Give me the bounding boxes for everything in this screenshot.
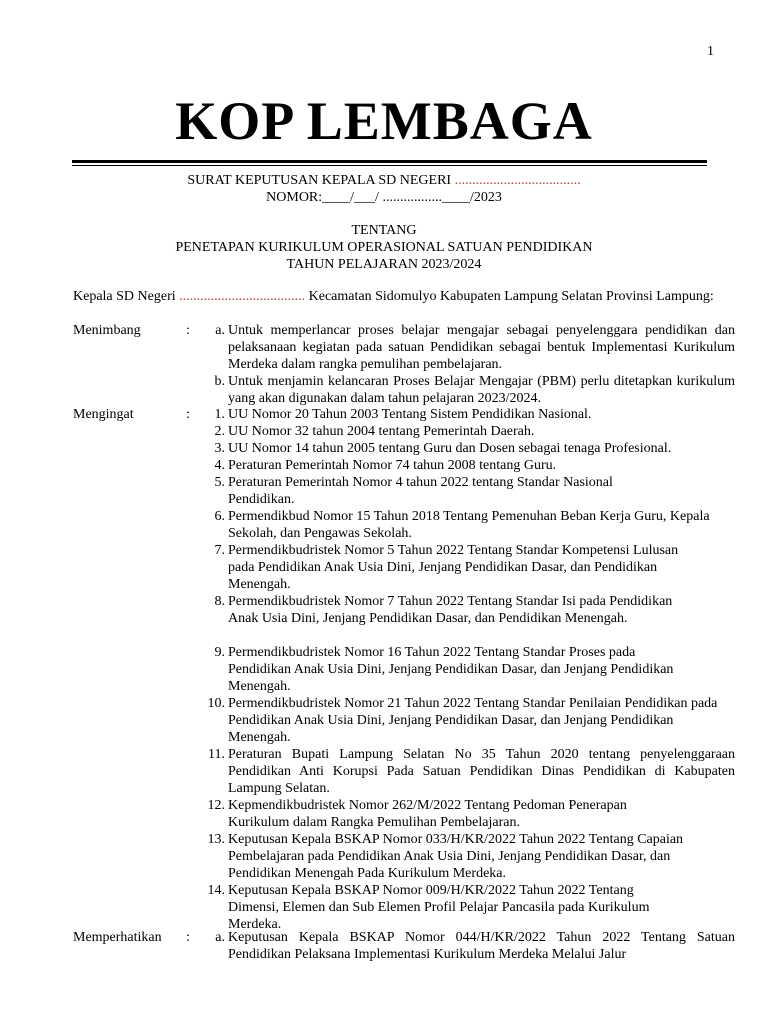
list-text: Permendikbudristek Nomor 21 Tahun 2022 Tentang Standar Penilaian Pendidikan pada Pendidikan Anak Usia Dini, Jenjang Pendidikan Dasar, dan Jenjang Pendidikan Menengah. [228, 696, 718, 745]
list-text: Keputusan Kepala BSKAP Nomor 044/H/KR/2022 Tahun 2022 Tentang Satuan Pendidikan Pelaksana Implementasi Kurikulum Merdeka Melalui Jalur [228, 930, 735, 962]
list-text: Untuk memperlancar proses belajar mengajar sebagai penyelenggara pendidikan dan pelaksanaan kegiatan pada satuan Pendidikan sebagai bentuk Implementasi Kurikulum Merdeka dalam rangka pemulihan pembelajaran. [228, 323, 735, 372]
list-marker: 6. [214, 509, 225, 524]
tentang-label: TENTANG [351, 223, 417, 238]
section-colon: : [186, 323, 190, 338]
list-marker: 3. [214, 441, 225, 456]
list-marker: a. [215, 323, 225, 338]
list-text: UU Nomor 32 tahun 2004 tentang Pemerintah Daerah. [228, 424, 535, 439]
list-text: Peraturan Pemerintah Nomor 4 tahun 2022 tentang Standar Nasional Pendidikan. [228, 475, 613, 507]
school-name-placeholder: .................................... [454, 173, 581, 188]
list-marker: 4. [214, 458, 225, 473]
list-text: UU Nomor 20 Tahun 2003 Tentang Sistem Pendidikan Nasional. [228, 407, 592, 422]
intro-prefix: Kepala SD Negeri [73, 289, 180, 304]
list-marker: 10. [207, 696, 225, 711]
list-marker: 9. [214, 645, 225, 660]
list-marker: a. [215, 930, 225, 945]
list-marker: 13. [207, 832, 225, 847]
decree-number: NOMOR:____/___/ .................____/2023 [266, 190, 502, 205]
section-colon: : [186, 407, 190, 422]
intro-school-placeholder: .................................... [179, 289, 306, 304]
section-label: Memperhatikan [73, 930, 162, 945]
list-marker: 2. [214, 424, 225, 439]
list-marker: 8. [214, 594, 225, 609]
list-text: Permendikbud Nomor 15 Tahun 2018 Tentang Pemenuhan Beban Kerja Guru, Kepala Sekolah, dan Pengawas Sekolah. [228, 509, 710, 541]
list-text: Keputusan Kepala BSKAP Nomor 033/H/KR/2022 Tahun 2022 Tentang Capaian Pembelajaran pada Pendidikan Anak Usia Dini, Jenjang Pendidikan Dasar, dan Pendidikan Menengah Pada Kurikulum Merdeka. [228, 832, 684, 881]
list-marker: 11. [208, 747, 225, 762]
list-marker: 7. [214, 543, 225, 558]
list-text: Keputusan Kepala BSKAP Nomor 009/H/KR/2022 Tahun 2022 Tentang Dimensi, Elemen dan Sub Elemen Profil Pelajar Pancasila pada Kurikulum Merdeka. [228, 883, 650, 932]
page-number: 1 [707, 44, 714, 59]
letterhead-rule-thick [72, 160, 707, 163]
list-text: UU Nomor 14 tahun 2005 tentang Guru dan Dosen sebagai tenaga Profesional. [228, 441, 672, 456]
letterhead-title: KOP LEMBAGA [175, 91, 593, 151]
list-text: Permendikbudristek Nomor 5 Tahun 2022 Tentang Standar Kompetensi Lulusan pada Pendidikan Anak Usia Dini, Jenjang Pendidikan Dasar, dan Pendidikan Menengah. [228, 543, 679, 592]
list-marker: 14. [207, 883, 225, 898]
list-text: Permendikbudristek Nomor 7 Tahun 2022 Tentang Standar Isi pada Pendidikan Anak Usia Dini, Jenjang Pendidikan Dasar, dan Pendidikan Menengah. [228, 594, 673, 626]
section-label: Menimbang [73, 323, 141, 338]
intro-suffix: Kecamatan Sidomulyo Kabupaten Lampung Selatan Provinsi Lampung: [305, 289, 714, 304]
section-colon: : [186, 930, 190, 945]
list-marker: 12. [207, 798, 225, 813]
list-marker: b. [214, 374, 225, 389]
list-text: Peraturan Pemerintah Nomor 74 tahun 2008 tentang Guru. [228, 458, 557, 473]
section-label: Mengingat [73, 407, 134, 422]
intro-paragraph [73, 288, 735, 305]
decree-year: TAHUN PELAJARAN 2023/2024 [286, 257, 482, 272]
list-text: Permendikbudristek Nomor 16 Tahun 2022 Tentang Standar Proses pada Pendidikan Anak Usia Dini, Jenjang Pendidikan Dasar, dan Jenjang Pendidikan Menengah. [228, 645, 674, 694]
list-marker: 5. [214, 475, 225, 490]
list-marker: 1. [214, 407, 225, 422]
list-text: Kepmendikbudristek Nomor 262/M/2022 Tentang Pedoman Penerapan Kurikulum dalam Rangka Pemulihan Pembelajaran. [228, 798, 627, 830]
list-text: Untuk menjamin kelancaran Proses Belajar Mengajar (PBM) perlu ditetapkan kurikulum yang akan digunakan dalam tahun pelajaran 2023/2024. [228, 374, 735, 406]
decree-title-line [0, 172, 768, 189]
list-text: Peraturan Bupati Lampung Selatan No 35 Tahun 2020 tentang penyelenggaraan Pendidikan Anti Korupsi Pada Satuan Pendidikan Dinas Pendidikan di Kabupaten Lampung Selatan. [228, 747, 735, 796]
decree-title-text: SURAT KEPUTUSAN KEPALA SD NEGERI [187, 173, 455, 188]
decree-subject: PENETAPAN KURIKULUM OPERASIONAL SATUAN PENDIDIKAN [175, 240, 593, 255]
letterhead-rule-thin [72, 165, 707, 166]
